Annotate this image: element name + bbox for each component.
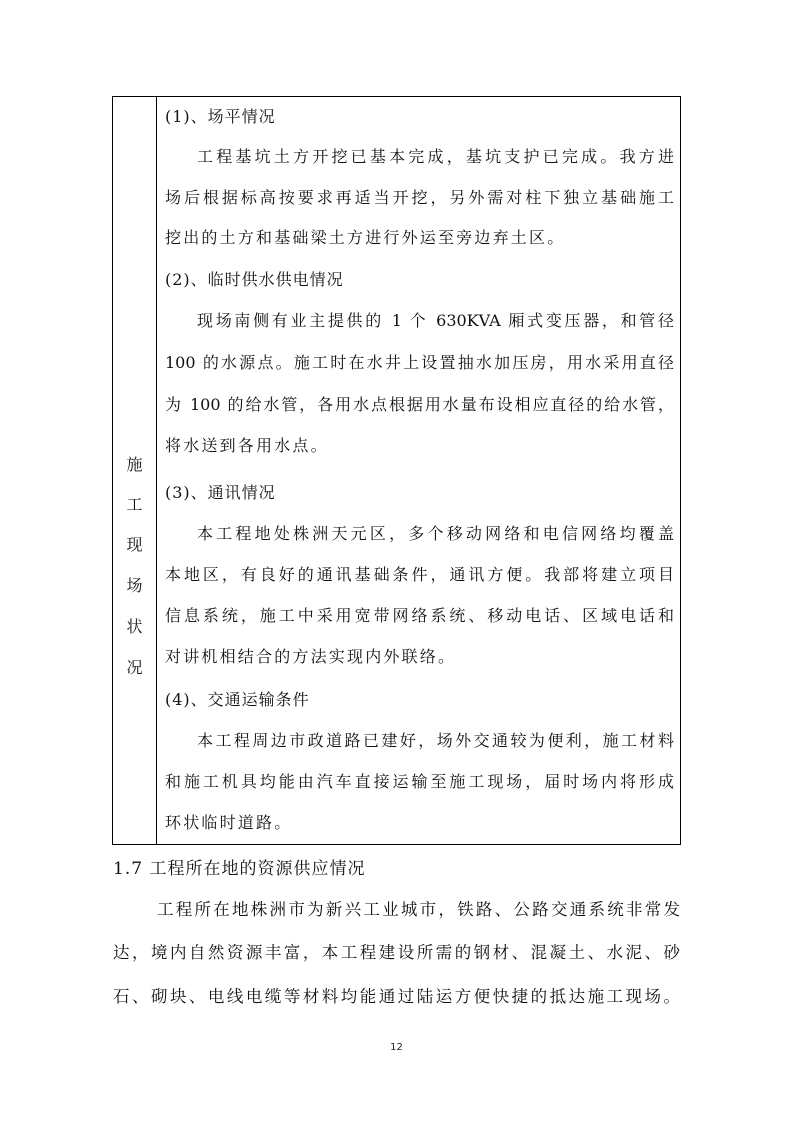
label-char: 现 — [126, 535, 143, 554]
paragraph-line: 和施工机具均能由汽车直接运输至施工现场，届时场内将形成 — [165, 772, 674, 791]
section-heading-communication: (3)、通讯情况 — [165, 483, 276, 502]
section-heading-site-leveling: (1)、场平情况 — [165, 107, 276, 126]
paragraph-line: 环状临时道路。 — [165, 813, 293, 832]
paragraph-line: 将水送到各用水点。 — [165, 436, 329, 455]
section-title-1-7: 1.7 工程所在地的资源供应情况 — [113, 859, 366, 879]
paragraph-line: 工程基坑土方开挖已基本完成，基坑支护已完成。我方进 — [197, 147, 674, 166]
paragraph-line: 现场南侧有业主提供的 1 个 630KVA 厢式变压器，和管径 — [197, 311, 674, 330]
paragraph-line: 本地区，有良好的通讯基础条件，通讯方便。我部将建立项目 — [165, 565, 674, 584]
paragraph-line: 挖出的土方和基础梁土方进行外运至旁边弃土区。 — [165, 228, 566, 247]
paragraph-line: 为 100 的给水管，各用水点根据用水量布设相应直径的给水管， — [165, 395, 674, 414]
label-char: 状 — [126, 617, 143, 636]
label-char: 场 — [126, 576, 143, 595]
body-paragraph-line: 达，境内自然资源丰富，本工程建设所需的钢材、混凝土、水泥、砂 — [113, 943, 680, 962]
body-paragraph-line: 工程所在地株洲市为新兴工业城市，铁路、公路交通系统非常发 — [157, 900, 680, 919]
label-char: 况 — [126, 658, 143, 677]
section-heading-transportation: (4)、交通运输条件 — [165, 690, 310, 709]
paragraph-line: 场后根据标高按要求再适当开挖，另外需对柱下独立基础施工 — [165, 188, 674, 207]
site-conditions-table — [112, 96, 681, 845]
paragraph-line: 本工程周边市政道路已建好，场外交通较为便利，施工材料 — [197, 731, 674, 750]
section-heading-water-power: (2)、临时供水供电情况 — [165, 270, 344, 289]
body-paragraph-line: 石、砌块、电线电缆等材料均能通过陆运方便快捷的抵达施工现场。 — [113, 987, 680, 1006]
paragraph-line: 100 的水源点。施工时在水井上设置抽水加压房，用水采用直径 — [165, 353, 674, 372]
content-cell — [157, 97, 680, 844]
label-char: 工 — [126, 495, 143, 514]
label-char: 施 — [126, 455, 143, 474]
page-number: 12 — [390, 1042, 403, 1053]
row-label-cell — [113, 97, 157, 844]
paragraph-line: 本工程地处株洲天元区，多个移动网络和电信网络均覆盖 — [197, 524, 674, 543]
paragraph-line: 信息系统，施工中采用宽带网络系统、移动电话、区域电话和 — [165, 606, 674, 625]
paragraph-line: 对讲机相结合的方法实现内外联络。 — [165, 647, 457, 666]
